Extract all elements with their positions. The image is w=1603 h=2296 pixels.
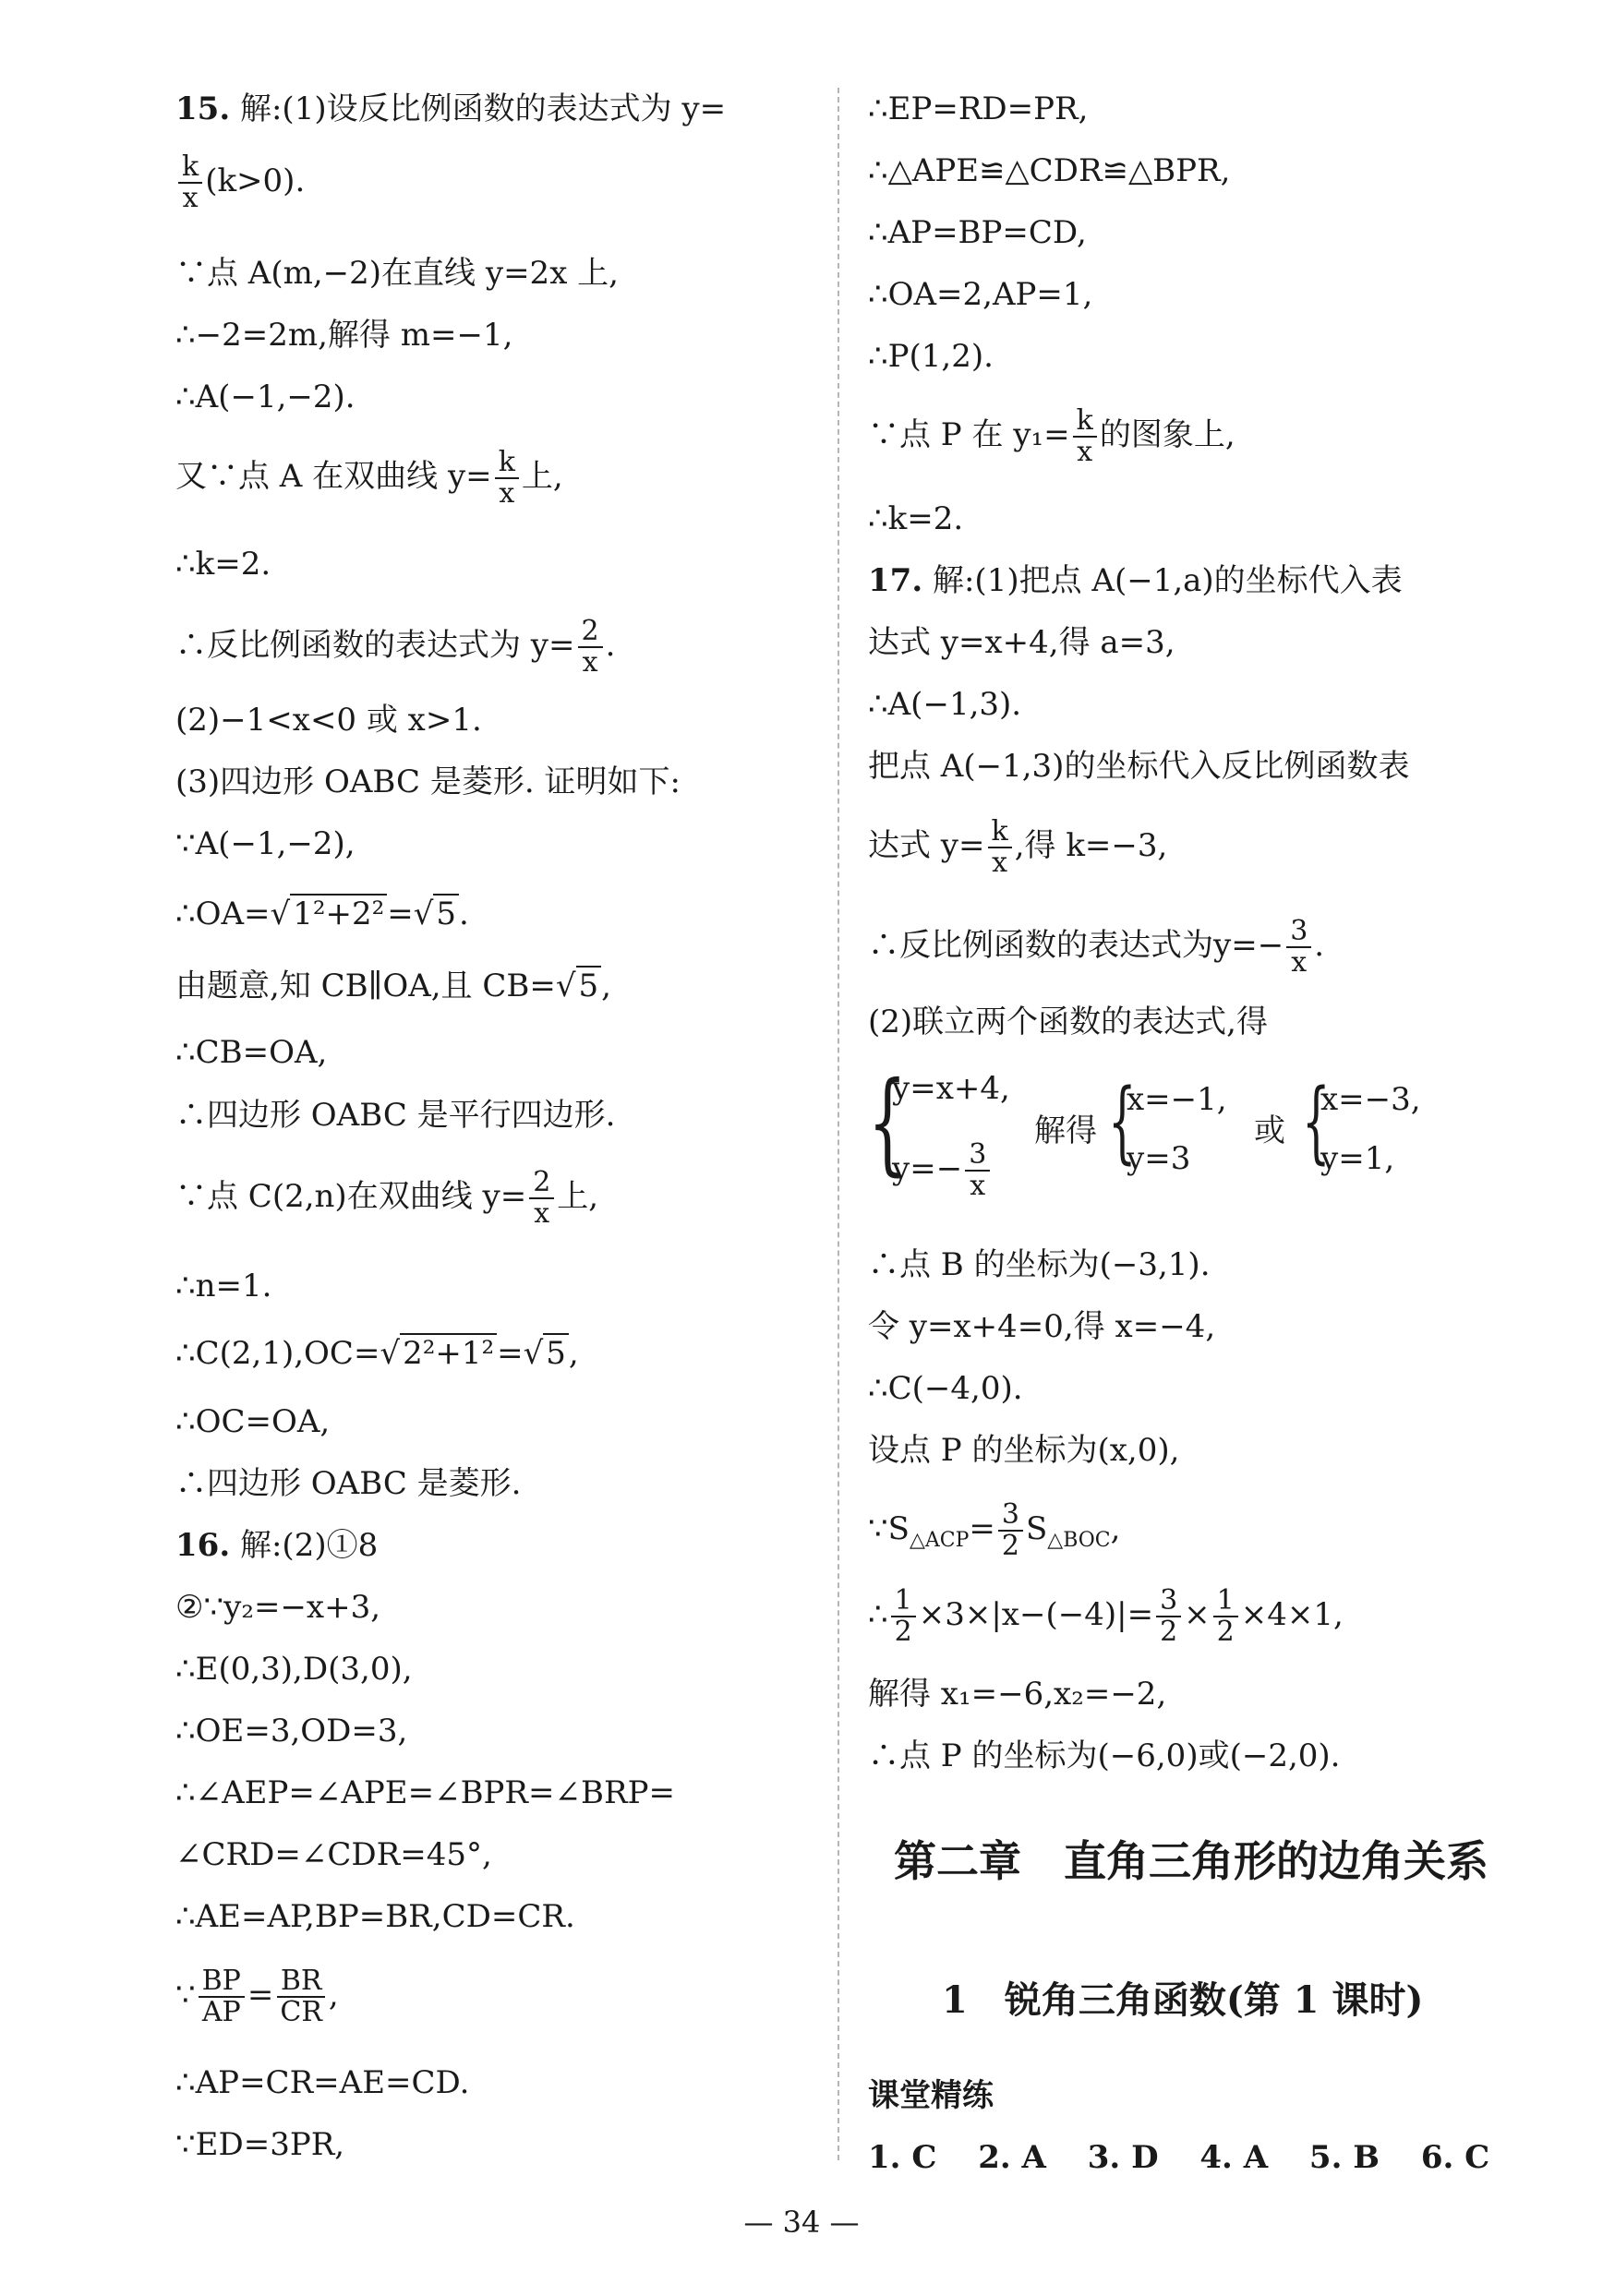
q17-line-1: 17. 解:(1)把点 A(−1,a)的坐标代入表 bbox=[868, 562, 1403, 599]
page-number: — 34 — bbox=[743, 2205, 860, 2240]
q17-line-2: 达式 y=x+4,得 a=3, bbox=[868, 624, 1175, 661]
q16-line-1: 16. 解:(2)①8 bbox=[175, 1527, 379, 1564]
fraction: $\frac{1}{2}$ bbox=[891, 1586, 916, 1647]
q15-line-11: ∵A(−1,−2), bbox=[175, 825, 356, 862]
q16-line-2: ②∵y₂=−x+3, bbox=[175, 1589, 381, 1626]
q16-line-8: ∵ $\frac{BP}{AP}$ = $\frac{BR}{CR}$ , bbox=[175, 1965, 339, 2028]
q17-line-6: ∴反比例函数的表达式为y=− $\frac{3}{x}$ . bbox=[868, 915, 1325, 979]
q17-line-7: (2)联立两个函数的表达式,得 bbox=[868, 1004, 1268, 1040]
q17-line-10: ∴C(−4,0). bbox=[868, 1370, 1023, 1407]
q15-line-5: ∴A(−1,−2). bbox=[175, 379, 356, 415]
fraction: $\frac{k}{x}$ bbox=[1073, 406, 1097, 467]
fraction: $\frac{3}{2}$ bbox=[1156, 1586, 1181, 1647]
q16-line-9: ∴AP=CR=AE=CD. bbox=[175, 2064, 470, 2101]
q16-line-10: ∵ED=3PR, bbox=[175, 2126, 345, 2163]
practice-title: 课堂精练 bbox=[868, 2077, 994, 2114]
fraction: $\frac{3}{2}$ bbox=[998, 1500, 1023, 1561]
r-line-1: ∴EP=RD=PR, bbox=[868, 90, 1089, 127]
q17-line-4: 把点 A(−1,3)的坐标代入反比例函数表 bbox=[868, 748, 1410, 785]
q17-line-3: ∴A(−1,3). bbox=[868, 686, 1022, 723]
answer-item: 4. A bbox=[1199, 2139, 1269, 2176]
q15-line-1: 15. 解:(1)设反比例函数的表达式为 y= bbox=[175, 90, 727, 127]
equation-system: { y=x+4, y=− $\frac{3}{x}$ 解得 { x=−1, y=3 或 { x=−3, y=1, bbox=[868, 1059, 1421, 1202]
q15-line-12: ∴OA=√1²+2²=√5. bbox=[175, 896, 469, 932]
q16-line-4: ∴OE=3,OD=3, bbox=[175, 1713, 408, 1749]
q16-line-3: ∴E(0,3),D(3,0), bbox=[175, 1651, 413, 1688]
q15-line-2: $\frac{k}{x}$ (k>0). bbox=[175, 152, 305, 213]
section-title: 1 锐角三角函数(第 1 课时) bbox=[942, 1978, 1424, 2022]
q15-line-16: ∵点 C(2,n)在双曲线 y= $\frac{2}{x}$ 上, bbox=[175, 1166, 599, 1230]
q17-line-15: ∴点 P 的坐标为(−6,0)或(−2,0). bbox=[868, 1737, 1341, 1774]
r-line-4: ∴OA=2,AP=1, bbox=[868, 276, 1093, 313]
fraction: $\frac{k}{x}$ bbox=[178, 152, 202, 213]
q15-line-18: ∴C(2,1),OC=√2²+1²=√5, bbox=[175, 1335, 579, 1372]
r-line-2: ∴△APE≌△CDR≌△BPR, bbox=[868, 152, 1231, 189]
q15-line-15: ∴四边形 OABC 是平行四边形. bbox=[175, 1097, 616, 1134]
r-line-7: ∴k=2. bbox=[868, 500, 964, 537]
fraction: $\frac{2}{x}$ bbox=[578, 617, 603, 678]
fraction: $\frac{3}{x}$ bbox=[1286, 917, 1311, 978]
fraction: $\frac{k}{x}$ bbox=[495, 448, 519, 509]
q16-line-6: ∠CRD=∠CDR=45°, bbox=[175, 1836, 492, 1873]
answer-item: 6. C bbox=[1420, 2139, 1490, 2176]
answer-item: 1. C bbox=[868, 2139, 937, 2176]
fraction: $\frac{BR}{CR}$ bbox=[276, 1966, 326, 2027]
fraction: $\frac{BP}{AP}$ bbox=[199, 1966, 245, 2027]
r-line-5: ∴P(1,2). bbox=[868, 338, 994, 375]
answer-item: 5. B bbox=[1308, 2139, 1380, 2176]
left-brace-icon: { bbox=[1302, 1070, 1331, 1173]
fraction: $\frac{k}{x}$ bbox=[988, 817, 1012, 878]
q15-line-6: 又∵点 A 在双曲线 y= $\frac{k}{x}$ 上, bbox=[175, 446, 563, 510]
answer-item: 2. A bbox=[978, 2139, 1046, 2176]
q16-line-7: ∴AE=AP,BP=BR,CD=CR. bbox=[175, 1898, 575, 1935]
column-divider bbox=[838, 88, 839, 2160]
q15-line-8: ∴反比例函数的表达式为 y= $\frac{2}{x}$ . bbox=[175, 615, 616, 679]
q17-line-5: 达式 y= $\frac{k}{x}$ ,得 k=−3, bbox=[868, 815, 1168, 879]
answer-row bbox=[868, 2139, 1489, 2176]
r-line-3: ∴AP=BP=CD, bbox=[868, 214, 1087, 251]
fraction: $\frac{1}{2}$ bbox=[1213, 1586, 1238, 1647]
fraction: $\frac{3}{x}$ bbox=[965, 1140, 990, 1201]
r-line-6: ∵点 P 在 y₁= $\frac{k}{x}$ 的图象上, bbox=[868, 404, 1235, 468]
q15-line-3: ∵点 A(m,−2)在直线 y=2x 上, bbox=[175, 255, 619, 292]
q15-line-4: ∴−2=2m,解得 m=−1, bbox=[175, 317, 513, 354]
q15-line-19: ∴OC=OA, bbox=[175, 1403, 331, 1440]
fraction: $\frac{2}{x}$ bbox=[529, 1168, 554, 1229]
q15-line-14: ∴CB=OA, bbox=[175, 1034, 328, 1071]
q16-line-5: ∴∠AEP=∠APE=∠BPR=∠BRP= bbox=[175, 1774, 675, 1811]
chapter-title: 第二章 直角三角形的边角关系 bbox=[894, 1836, 1488, 1886]
q17-line-8: ∴点 B 的坐标为(−3,1). bbox=[868, 1246, 1211, 1283]
left-brace-icon: { bbox=[868, 1059, 907, 1187]
q15-line-10: (3)四边形 OABC 是菱形. 证明如下: bbox=[175, 763, 681, 800]
left-brace-icon: { bbox=[1108, 1070, 1137, 1173]
q15-line-20: ∴四边形 OABC 是菱形. bbox=[175, 1465, 522, 1502]
q17-line-14: 解得 x₁=−6,x₂=−2, bbox=[868, 1676, 1167, 1713]
q15-line-13: 由题意,知 CB∥OA,且 CB=√5, bbox=[175, 968, 611, 1004]
q17-line-13: ∴ $\frac{1}{2}$ ×3×|x−(−4)|= $\frac{3}{2}$ × $\frac{1}{2}$ ×4×1, bbox=[868, 1584, 1344, 1648]
q15-line-7: ∴k=2. bbox=[175, 546, 271, 583]
q15-line-17: ∴n=1. bbox=[175, 1268, 272, 1304]
q17-line-9: 令 y=x+4=0,得 x=−4, bbox=[868, 1308, 1216, 1345]
q15-line-9: (2)−1<x<0 或 x>1. bbox=[175, 702, 482, 739]
q17-line-11: 设点 P 的坐标为(x,0), bbox=[868, 1432, 1180, 1469]
q17-line-12: $\because S_{\triangle ACP}=$ $\frac{3}{2}$ $S_{\triangle BOC}$, bbox=[868, 1498, 1121, 1562]
answer-item: 3. D bbox=[1087, 2139, 1159, 2176]
